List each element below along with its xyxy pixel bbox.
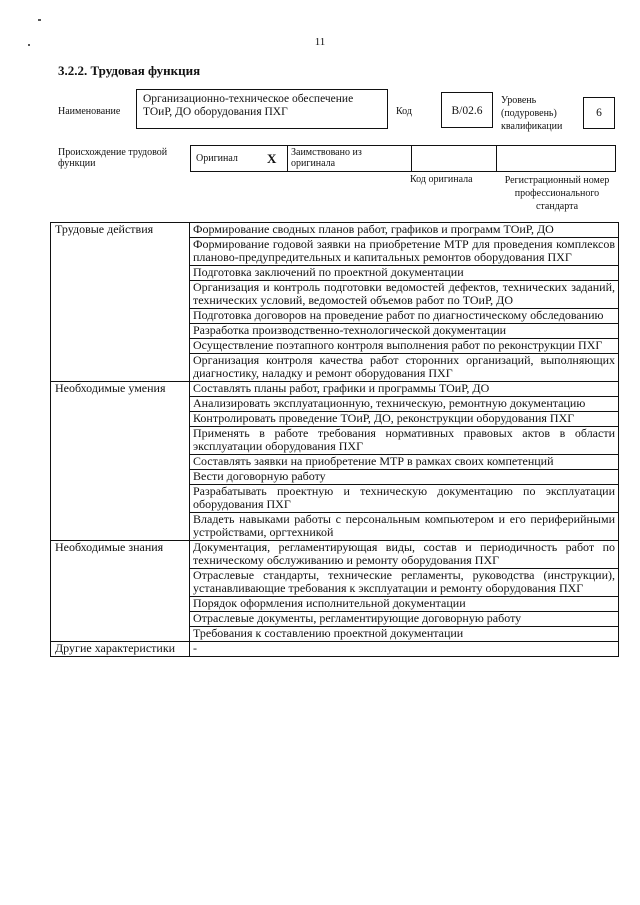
- section-item: Осуществление поэтапного контроля выполнения работ по реконструкции ПХГ: [190, 339, 619, 354]
- section-title: 3.2.2. Трудовая функция: [58, 63, 201, 78]
- table-row: [51, 642, 619, 657]
- origin-label: Происхождение трудовой функции: [58, 147, 168, 169]
- section-item: Отраслевые стандарты, технические регламенты, руководства (инструкции), устанавливающие требования к эксплуатации и ремонту оборудования ПХГ: [190, 569, 619, 597]
- section-category: Необходимые умения: [51, 382, 190, 541]
- borrowed-label: Заимствовано из оригинала: [291, 147, 362, 169]
- section-item: Применять в работе требования нормативных правовых актов в области эксплуатации оборудования ПХГ: [190, 427, 619, 455]
- section-item: -: [190, 642, 619, 657]
- code-original-label: Код оригинала: [410, 174, 473, 185]
- original-mark: X: [267, 151, 277, 166]
- section-item: Составлять заявки на приобретение МТР в рамках своих компетенций: [190, 455, 619, 470]
- code-label: Код: [396, 106, 412, 117]
- section-item: Подготовка договоров на проведение работ по диагностическому обследованию: [190, 309, 619, 324]
- table-row: [51, 541, 619, 569]
- table-row: [51, 382, 619, 397]
- section-category: Трудовые действия: [51, 223, 190, 382]
- section-item: Организация контроля качества работ сторонних организаций, выполняющих диагностику, наладку и ремонт оборудования ПХГ: [190, 354, 619, 382]
- section-item: Отраслевые документы, регламентирующие договорную работу: [190, 612, 619, 627]
- section-item: Владеть навыками работы с персональным компьютером и его периферийными устройствами, оргтехникой: [190, 513, 619, 541]
- labor-function-table: [50, 222, 619, 657]
- section-item: Вести договорную работу: [190, 470, 619, 485]
- level-label: Уровень (подуровень) квалификации: [501, 95, 563, 132]
- section-item: Порядок оформления исполнительной документации: [190, 597, 619, 612]
- name-value: Организационно-техническое обеспечение ТОиР, ДО оборудования ПХГ: [136, 89, 388, 129]
- section-item: Составлять планы работ, графики и программы ТОиР, ДО: [190, 382, 619, 397]
- section-item: Разработка производственно-технологической документации: [190, 324, 619, 339]
- section-item: Подготовка заключений по проектной документации: [190, 266, 619, 281]
- level-value: 6: [583, 97, 615, 129]
- section-item: Формирование сводных планов работ, графиков и программ ТОиР, ДО: [190, 223, 619, 238]
- reg-number-label: Регистрационный номер профессионального стандарта: [504, 175, 610, 212]
- section-item: Формирование годовой заявки на приобретение МТР для проведения комплексов планово-предупредительных и капитальных ремонтов оборудования ПХГ: [190, 238, 619, 266]
- section-item: Требования к составлению проектной документации: [190, 627, 619, 642]
- section-item: Анализировать эксплуатационную, техническую, ремонтную документацию: [190, 397, 619, 412]
- section-item: Контролировать проведение ТОиР, ДО, реконструкции оборудования ПХГ: [190, 412, 619, 427]
- origin-grid: [190, 145, 616, 172]
- table-row: [51, 223, 619, 238]
- original-label: Оригинал: [196, 153, 238, 164]
- section-item: Организация и контроль подготовки ведомостей дефектов, технических заданий, технических условий, ведомостей объемов работ по ТОиР, ДО: [190, 281, 619, 309]
- name-label: Наименование: [58, 106, 121, 117]
- section-category: Другие характеристики: [51, 642, 190, 657]
- section-item: Документация, регламентирующая виды, состав и периодичность работ по техническому обслуживанию и ремонту оборудования ПХГ: [190, 541, 619, 569]
- section-item: Разрабатывать проектную и техническую документацию по эксплуатации оборудования ПХГ: [190, 485, 619, 513]
- code-value: В/02.6: [441, 92, 493, 128]
- scan-mark: [38, 19, 41, 21]
- section-category: Необходимые знания: [51, 541, 190, 642]
- page-number: 11: [314, 36, 326, 48]
